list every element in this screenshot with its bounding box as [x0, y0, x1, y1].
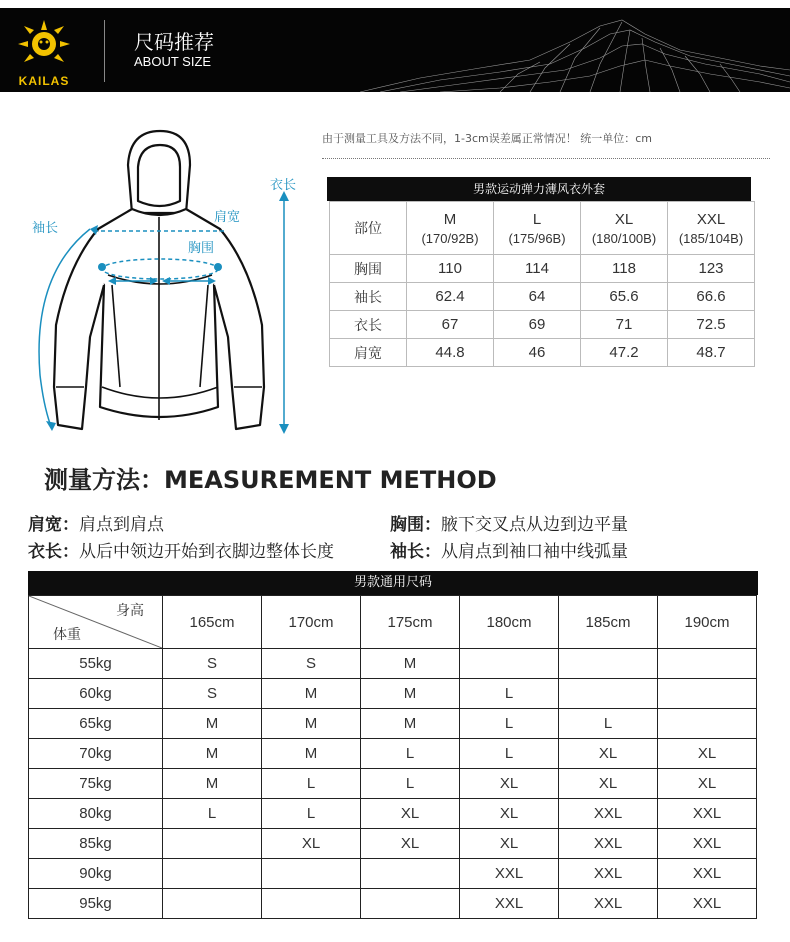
- cell: 72.5: [668, 311, 755, 339]
- cell: L: [163, 799, 262, 829]
- cell: XXL: [559, 799, 658, 829]
- cell: [658, 709, 757, 739]
- row-label: 肩宽: [330, 339, 407, 367]
- cell: XL: [559, 769, 658, 799]
- cell: [658, 649, 757, 679]
- height-header: 185cm: [559, 596, 658, 649]
- shoulder-label: 肩宽: [214, 210, 241, 225]
- cell: XL: [460, 799, 559, 829]
- cell: 65.6: [581, 283, 668, 311]
- cell: [163, 859, 262, 889]
- cell: 48.7: [668, 339, 755, 367]
- table-row: [29, 829, 757, 859]
- weight-cell: 60kg: [29, 679, 163, 709]
- cell: 44.8: [407, 339, 494, 367]
- product-table-title: 男款运动弹力薄风衣外套: [327, 177, 751, 201]
- cell: XXL: [559, 859, 658, 889]
- measure-item: 衣长：从后中领边开始到衣脚边整体长度: [28, 542, 334, 562]
- table-row: [29, 799, 757, 829]
- cell: 46: [494, 339, 581, 367]
- cell: [262, 859, 361, 889]
- height-label: 身高: [116, 603, 144, 619]
- table-row: [29, 859, 757, 889]
- cell: XL: [361, 829, 460, 859]
- weight-label: 体重: [53, 627, 81, 643]
- cell: L: [262, 799, 361, 829]
- cell: XL: [658, 769, 757, 799]
- cell: XXL: [658, 799, 757, 829]
- height-header: 170cm: [262, 596, 361, 649]
- size-header: M (170/92B): [407, 202, 494, 255]
- height-header: 180cm: [460, 596, 559, 649]
- corner-cell: [29, 596, 163, 649]
- row-label: 衣长: [330, 311, 407, 339]
- cell: M: [163, 739, 262, 769]
- height-header: 175cm: [361, 596, 460, 649]
- table-row: [29, 889, 757, 919]
- cell: XXL: [559, 889, 658, 919]
- table-row: [330, 255, 755, 283]
- cell: [559, 679, 658, 709]
- table-row: [330, 339, 755, 367]
- cell: 47.2: [581, 339, 668, 367]
- page-subtitle: ABOUT SIZE: [134, 54, 212, 69]
- cell: 118: [581, 255, 668, 283]
- cell: S: [163, 679, 262, 709]
- sleeve-label: 袖长: [32, 221, 59, 236]
- cell: 64: [494, 283, 581, 311]
- cell: [163, 889, 262, 919]
- cell: [460, 649, 559, 679]
- cell: L: [559, 709, 658, 739]
- table-row: [29, 769, 757, 799]
- cell: L: [361, 769, 460, 799]
- cell: [559, 649, 658, 679]
- height-header: 190cm: [658, 596, 757, 649]
- table-row: [29, 679, 757, 709]
- weight-cell: 75kg: [29, 769, 163, 799]
- general-size-table: [28, 595, 757, 919]
- weight-cell: 55kg: [29, 649, 163, 679]
- jacket-diagram: [28, 125, 308, 440]
- table-row: [29, 709, 757, 739]
- header-divider: [104, 20, 105, 82]
- cell: L: [460, 679, 559, 709]
- product-size-table: [329, 201, 755, 367]
- cell: M: [163, 709, 262, 739]
- cell: [361, 889, 460, 919]
- cell: XL: [361, 799, 460, 829]
- cell: 114: [494, 255, 581, 283]
- cell: M: [262, 679, 361, 709]
- table-row: [330, 283, 755, 311]
- measurement-heading: 测量方法：MEASUREMENT METHOD: [44, 466, 497, 494]
- cell: M: [361, 709, 460, 739]
- table-row: [29, 739, 757, 769]
- length-label: 衣长: [270, 178, 297, 193]
- cell: XL: [658, 739, 757, 769]
- measure-item: 袖长：从肩点到袖口袖中线弧量: [390, 542, 628, 562]
- weight-cell: 65kg: [29, 709, 163, 739]
- measure-item: 肩宽：肩点到肩点: [28, 515, 164, 535]
- cell: L: [460, 709, 559, 739]
- cell: 71: [581, 311, 668, 339]
- row-label: 胸围: [330, 255, 407, 283]
- brand-name: KAILAS: [18, 74, 70, 88]
- cell: XXL: [460, 859, 559, 889]
- cell: M: [361, 679, 460, 709]
- weight-cell: 70kg: [29, 739, 163, 769]
- cell: 69: [494, 311, 581, 339]
- cell: L: [460, 739, 559, 769]
- size-header: XXL (185/104B): [668, 202, 755, 255]
- cell: XL: [460, 769, 559, 799]
- cell: S: [163, 649, 262, 679]
- cell: M: [361, 649, 460, 679]
- cell: XXL: [658, 859, 757, 889]
- size-header: XL (180/100B): [581, 202, 668, 255]
- cell: XXL: [658, 829, 757, 859]
- cell: XL: [559, 739, 658, 769]
- cell: XXL: [658, 889, 757, 919]
- weight-cell: 85kg: [29, 829, 163, 859]
- weight-cell: 90kg: [29, 859, 163, 889]
- row-label: 袖长: [330, 283, 407, 311]
- cell: 67: [407, 311, 494, 339]
- height-header: 165cm: [163, 596, 262, 649]
- cell: M: [262, 739, 361, 769]
- measure-item: 胸围：腋下交叉点从边到边平量: [390, 515, 628, 535]
- cell: S: [262, 649, 361, 679]
- weight-cell: 95kg: [29, 889, 163, 919]
- cell: 123: [668, 255, 755, 283]
- cell: XL: [460, 829, 559, 859]
- table-row: [330, 311, 755, 339]
- page-title: 尺码推荐: [134, 30, 214, 54]
- sun-logo-icon: [8, 18, 80, 74]
- cell: 66.6: [668, 283, 755, 311]
- cell: 110: [407, 255, 494, 283]
- cell: [163, 829, 262, 859]
- cell: XXL: [559, 829, 658, 859]
- kailas-logo: [8, 18, 80, 88]
- cell: XXL: [460, 889, 559, 919]
- size-header: L (175/96B): [494, 202, 581, 255]
- weight-cell: 80kg: [29, 799, 163, 829]
- general-table-title: 男款通用尺码: [28, 571, 758, 595]
- header-banner: [0, 8, 790, 92]
- measurement-note: 由于测量工具及方法不同，1-3cm误差属正常情况！ 统一单位：cm: [322, 132, 652, 145]
- cell: [658, 679, 757, 709]
- table-row: [29, 649, 757, 679]
- cell: L: [262, 769, 361, 799]
- cell: XL: [262, 829, 361, 859]
- cell: [262, 889, 361, 919]
- corner-label: 部位: [330, 202, 407, 255]
- cell: 62.4: [407, 283, 494, 311]
- cell: M: [262, 709, 361, 739]
- dotted-divider: [322, 158, 770, 159]
- chest-label: 胸围: [188, 241, 215, 256]
- cell: L: [361, 739, 460, 769]
- cell: M: [163, 769, 262, 799]
- cell: [361, 859, 460, 889]
- mountain-wireframe-graphic: [360, 8, 790, 92]
